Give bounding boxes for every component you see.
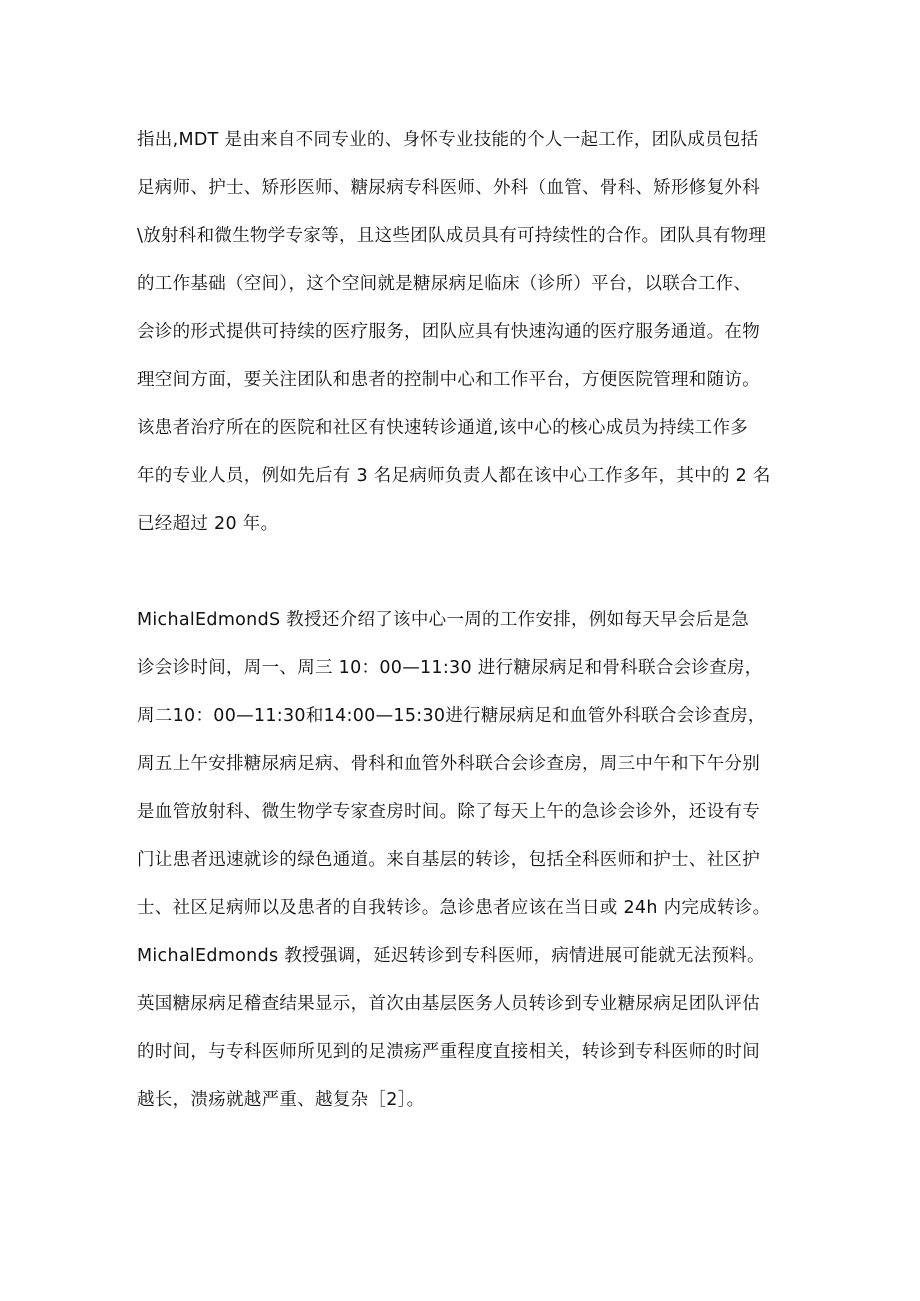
text-line: 该患者治疗所在的医院和社区有快速转诊通道,该中心的核心成员为持续工作多 (137, 418, 749, 438)
text-line: 足病师、护士、矫形医师、糖尿病专科医师、外科（血管、骨科、矫形修复外科 (137, 178, 760, 198)
text-line: 的工作基础（空间），这个空间就是糖尿病足临床（诊所）平台，以联合工作、 (137, 274, 752, 294)
text-line: 门让患者迅速就诊的绿色通道。来自基层的转诊，包括全科医师和护士、社区护 (137, 850, 760, 870)
text-line: \放射科和微生物学专家等，且这些团队成员具有可持续性的合作。团队具有物理 (137, 226, 767, 246)
text-line: 周二10：00—11:30和14:00—15:30进行糖尿病足和血管外科联合会诊查房， (137, 706, 766, 726)
text-line: MichalEdmondS 教授还介绍了该中心一周的工作安排，例如每天早会后是急 (137, 610, 750, 630)
text-line: 英国糖尿病足稽查结果显示，首次由基层医务人员转诊到专业糖尿病足团队评估 (137, 994, 760, 1014)
text-line: 周五上午安排糖尿病足病、骨科和血管外科联合会诊查房，周三中午和下午分别 (137, 754, 760, 774)
paragraph-weekly-schedule (137, 596, 797, 1124)
text-line: 年的专业人员，例如先后有 3 名足病师负责人都在该中心工作多年，其中的 2 名 (137, 466, 771, 486)
text-line: 的时间，与专科医师所见到的足溃疡严重程度直接相关，转诊到专科医师的时间 (137, 1042, 760, 1062)
text-line: 已经超过 20 年。 (137, 514, 279, 534)
text-line: 越长，溃疡就越严重、越复杂［2］。 (137, 1090, 425, 1110)
text-line: 理空间方面，要关注团队和患者的控制中心和工作平台，方便医院管理和随访。 (137, 370, 760, 390)
text-line: 是血管放射科、微生物学专家查房时间。除了每天上午的急诊会诊外，还设有专 (137, 802, 760, 822)
text-line: 会诊的形式提供可持续的医疗服务，团队应具有快速沟通的医疗服务通道。在物 (137, 322, 760, 342)
text-line: 诊会诊时间，周一、周三 10：00—11:30 进行糖尿病足和骨科联合会诊查房， (137, 658, 763, 678)
text-line: MichalEdmonds 教授强调，延迟转诊到专科医师，病情进展可能就无法预料。 (137, 946, 765, 966)
paragraph-mdt-definition (137, 116, 797, 548)
text-line: 指出,MDT 是由来自不同专业的、身怀专业技能的个人一起工作，团队成员包括 (137, 130, 759, 150)
text-line: 士、社区足病师以及患者的自我转诊。急诊患者应该在当日或 24h 内完成转诊。 (137, 898, 771, 918)
